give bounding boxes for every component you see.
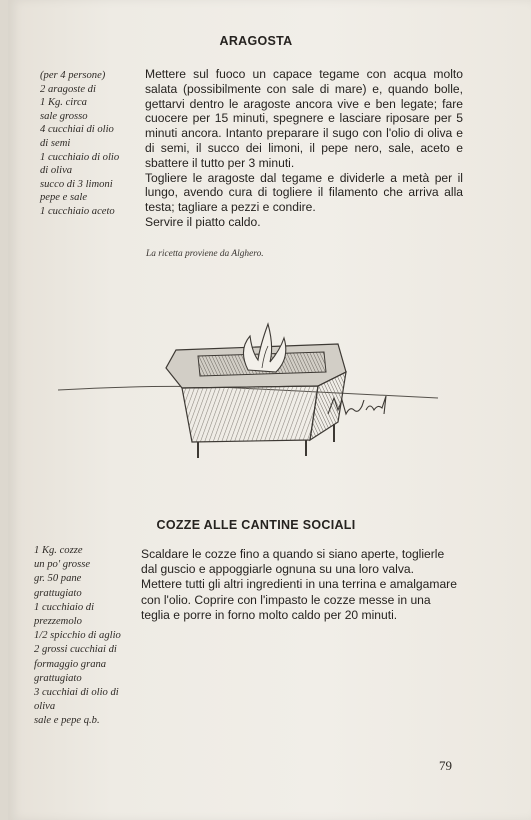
brazier-illustration xyxy=(48,310,448,470)
recipe-instructions-aragosta xyxy=(145,67,463,230)
ingredient-item: (per 4 persone) xyxy=(40,70,106,81)
recipe-title-cozze: COZZE ALLE CANTINE SOCIALI xyxy=(156,518,356,532)
instruction-paragraph: Scaldare le cozze fino a quando si siano aperte, toglierle dal guscio e appoggiarle ognuna su una loro valva. xyxy=(141,547,445,577)
ingredient-item: gr. 50 pane xyxy=(34,573,82,585)
ingredients-list-aragosta xyxy=(40,69,144,219)
instruction-paragraph: Servire il piatto caldo. xyxy=(145,214,261,229)
instruction-paragraph: Togliere le aragoste dal tegame e dividerle a metà per il lungo, avendo cura di togliere il filamento che arriva alla testa; tagliare a pezzi e condire. xyxy=(145,170,463,215)
ingredient-item: 2 aragoste di xyxy=(40,83,96,95)
ingredient-item: 4 cucchiai di olio xyxy=(40,124,114,136)
ingredient-item: 1/2 spicchio di aglio xyxy=(34,630,121,642)
ingredient-item: pepe e sale xyxy=(40,192,88,204)
ingredient-item: prezzemolo xyxy=(34,616,82,628)
ingredient-item: 1 Kg. circa xyxy=(40,97,87,109)
ingredient-item: un po' grosse xyxy=(34,559,91,571)
recipe-origin-note: La ricetta proviene da Alghero. xyxy=(146,249,264,259)
ingredients-list-cozze xyxy=(34,544,146,729)
cookbook-page xyxy=(8,0,531,820)
ingredient-item: sale grosso xyxy=(40,110,88,122)
page-number: 79 xyxy=(439,758,452,773)
ingredient-item: 1 cucchiaio aceto xyxy=(40,205,115,217)
ingredient-item: succo di 3 limoni xyxy=(40,178,113,190)
ingredient-item: 3 cucchiai di olio di xyxy=(34,687,119,699)
ingredient-item: 1 Kg. cozze xyxy=(34,545,83,556)
ingredient-item: di oliva xyxy=(40,165,73,177)
ingredient-item: grattugiato xyxy=(34,587,82,599)
recipe-instructions-cozze xyxy=(141,547,461,623)
ingredient-item: oliva xyxy=(34,701,56,713)
ingredient-item: 1 cucchiaio di olio xyxy=(40,151,120,163)
ingredient-item: grattugiato xyxy=(34,672,82,684)
recipe-title-aragosta: ARAGOSTA xyxy=(219,34,293,48)
ingredient-item: 2 grossi cucchiai di xyxy=(34,644,117,656)
instruction-paragraph: Mettere tutti gli altri ingredienti in una terrina e amalgamare con l'olio. Coprire con l'impasto le cozze messe in una teglia e porre in forno molto caldo per 20 minuti. xyxy=(141,577,457,622)
ingredient-item: di semi xyxy=(40,137,71,149)
ingredient-item: sale e pepe q.b. xyxy=(34,715,100,727)
ingredient-item: 1 cucchiaio di xyxy=(34,601,95,613)
ingredient-item: formaggio grana xyxy=(34,658,107,670)
instruction-paragraph: Mettere sul fuoco un capace tegame con acqua molto salata (possibilmente con sale di mare) e, quando bolle, gettarvi dentro le aragoste ancora vive e ben legate; fare cuocere per 15 minuti, spegnere e lasciare riposare per 5 minuti ancora. Intanto preparare il sugo con l'olio di oliva e di semi, il succo dei limoni, il pepe nero, sale, aceto e sbattere il tutto per 3 minuti. xyxy=(145,67,463,170)
